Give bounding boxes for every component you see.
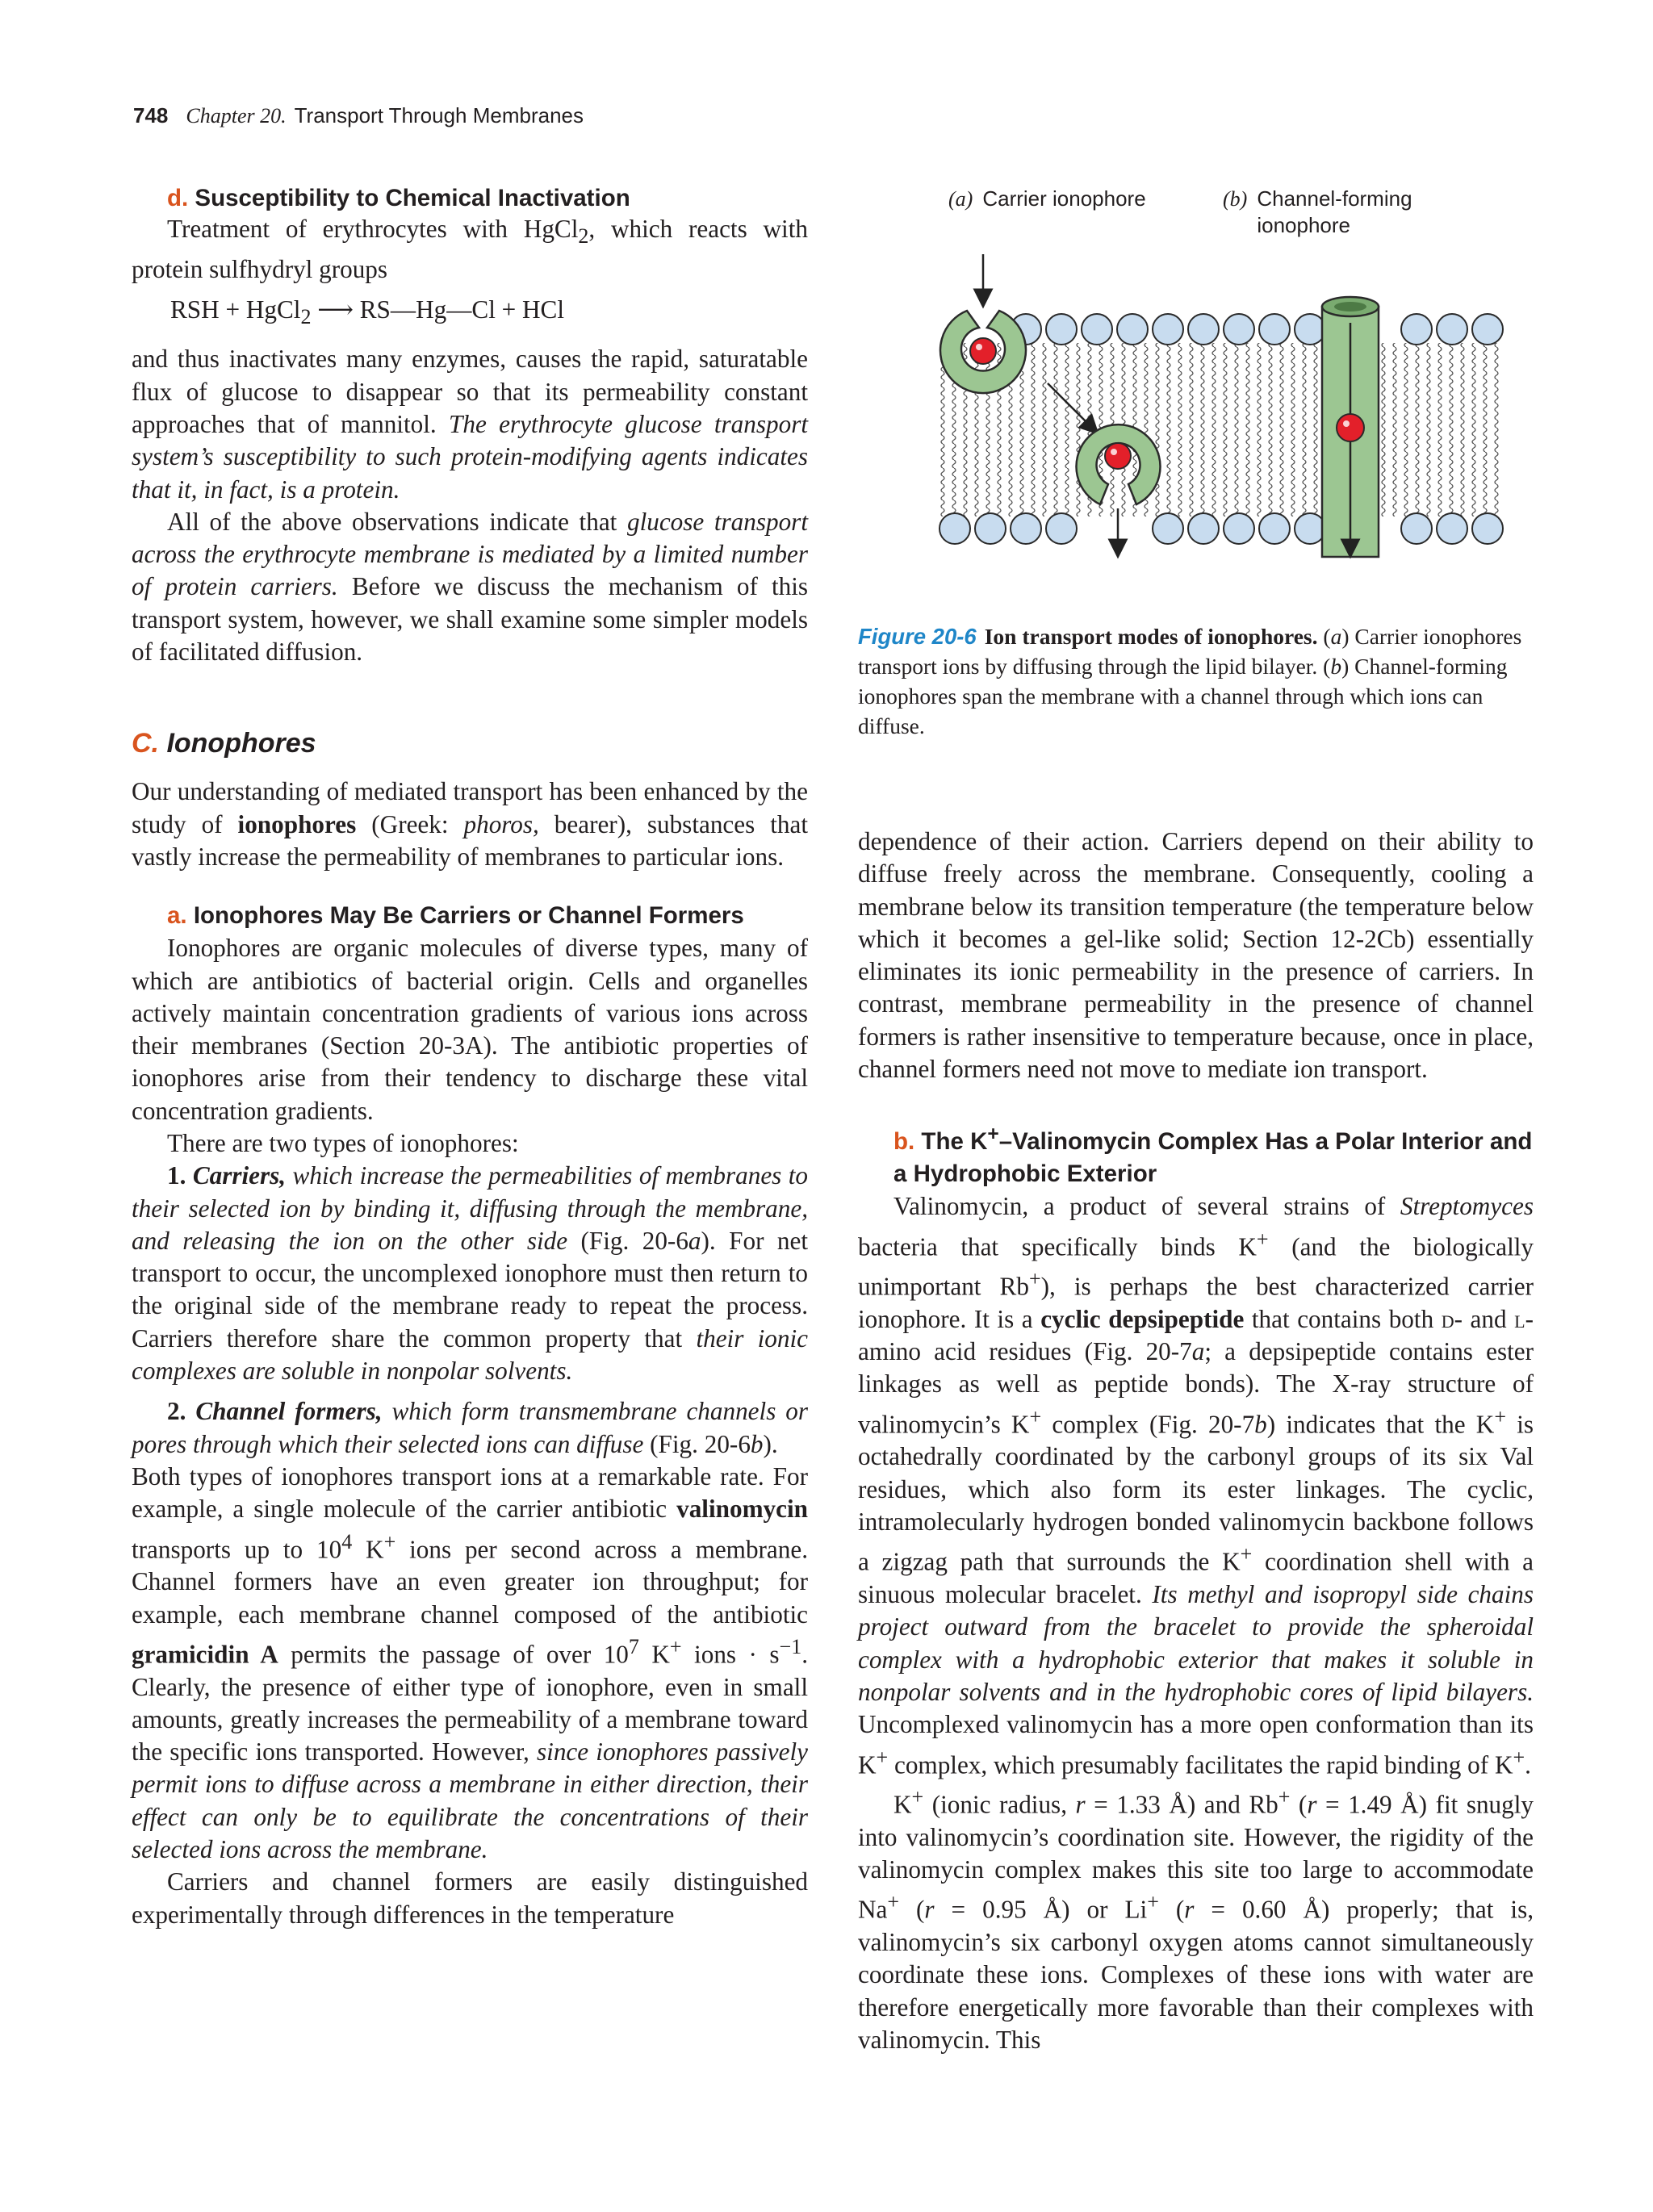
- figure-title: Ion transport modes of ionophores.: [984, 624, 1318, 649]
- lipid-head: [1472, 513, 1503, 544]
- channel-former: [1322, 297, 1379, 557]
- heading-d: [167, 182, 808, 215]
- paragraph: Ionophores are organic molecules of diverse types, many of which are antibiotics of bacterial origin. Cells and organelles actively maintain concentration gradients of various ions across their membranes (Section 20-3A). The antibiotic properties of ionophores arise from their tendency to discharge these vital concentration gradients.: [132, 934, 808, 1125]
- heading-a-letter: a.: [167, 902, 187, 930]
- left-column: [132, 182, 808, 1931]
- lipid-head: [1259, 513, 1290, 544]
- paragraph: dependence of their action. Carriers depend on their ability to diffuse freely across the membrane. Consequently, cooling a membrane below its transition temperature (the temperature below which it becomes a gel-like solid; Section 12-2Cb) essentially eliminates its ionic permeability in the presence of carriers. In contrast, membrane permeability in the presence of channel formers is rather insensitive to temperature because, once in place, channel formers need not move to mediate ion transport.: [858, 827, 1534, 1084]
- paragraph: Valinomycin, a product of several strains of Streptomyces bacteria that specifically binds K+ (and the biologically unimportant Rb+), is perhaps the best characterized carrier ionophore. It is a cyclic depsipeptide that contains both d- and l-amino acid residues (Fig. 20-7a; a depsipeptide contains ester linkages as well as peptide bonds). The X-ray structure of valinomycin’s K+ complex (Fig. 20-7b) indicates that the K+ is octahedrally coordinated by the carbonyl groups of its six Val residues, which also form its ester linkages. The cyclic, intramolecularly hydrogen bonded valinomycin backbone follows a zigzag path that surrounds the K+ coordination shell with a sinuous molecular bracelet. Its methyl and isopropyl side chains project outward from the bracelet to provide the spheroidal complex with a hydrophobic exterior that makes it soluble in nonpolar solvents and in the hydrophobic cores of lipid bilayers. Uncomplexed valinomycin has a more open conformation than its K+ complex, which presumably facilitates the rapid binding of K+.: [858, 1192, 1534, 1779]
- lipid-head: [975, 513, 1006, 544]
- figure-label-b: (b) Channel-forming ionophore: [1223, 186, 1412, 237]
- lipid-head: [1082, 314, 1112, 345]
- lipid-head: [1401, 314, 1432, 345]
- paragraph: and thus inactivates many enzymes, causes the rapid, saturatable flux of glucose to disappear so that its permeability constant approaches that of mannitol. The erythrocyte glucose transport system’s susceptibility to such protein-modifying agents indicates that it, in fact, is a protein.: [132, 345, 808, 504]
- figure-20-6: [858, 186, 1536, 759]
- paragraph: Carriers and channel formers are easily distinguished experimentally through differences in the temperature: [132, 1867, 808, 1929]
- lipid-head: [1437, 314, 1467, 345]
- running-head: [133, 102, 584, 130]
- chapter-label: Chapter 20.: [186, 104, 287, 128]
- lipid-head: [1046, 314, 1077, 345]
- heading-c-letter: C.: [132, 728, 159, 759]
- ion-top: [970, 338, 996, 364]
- heading-a: [167, 900, 808, 932]
- lipid-head: [1188, 513, 1219, 544]
- paragraph: All of the above observations indicate that glucose transport across the erythrocyte membrane is mediated by a limited number of protein carriers. Before we discuss the mechanism of this transport system, however, we shall examine some simpler models of facilitated diffusion.: [132, 507, 809, 667]
- ion-bottom: [1105, 443, 1131, 469]
- heading-c: [132, 726, 808, 760]
- list-item-channel-formers: 2. Channel formers, which form transmembrane channels or pores through which their selected ions can diffuse (Fig. 20-6b).: [132, 1397, 808, 1458]
- paragraph: Both types of ionophores transport ions at a remarkable rate. For example, a single molecule of the carrier antibiotic valinomycin transports up to $10^4$ K+ ions per second across a membrane. Channel formers have an even greater ion throughput; for example, each membrane channel composed of the antibiotic gramicidin A permits the passage of over $10^7$ K+ ions · $s^{-1}$. Clearly, the presence of either type of ionophore, even in small amounts, greatly increases the permeability of a membrane toward the specific ions transported. However, since ionophores passively permit ions to diffuse across a membrane in either direction, their effect can only be to equilibrate the concentrations of their selected ions across the membrane.: [132, 1461, 808, 1864]
- figure-caption: Figure 20-6 Ion transport modes of ionophores. (a) Carrier ionophores transport ions by diffusing through the lipid bilayer. (b) Channel-forming ionophores span the membrane with a channel through which ions can diffuse.: [858, 624, 1522, 738]
- page-number: 748: [133, 103, 169, 128]
- lipid-head: [1295, 513, 1325, 544]
- lipid-head: [1259, 314, 1290, 345]
- reaction-arrow: ⟶: [317, 295, 354, 324]
- lipid-heads-bottom: [939, 513, 1503, 544]
- lipid-head: [1011, 513, 1041, 544]
- lipid-head: [1401, 513, 1432, 544]
- lipid-head: [1046, 513, 1077, 544]
- heading-d-letter: d.: [167, 185, 189, 211]
- heading-a-text: Ionophores May Be Carriers or Channel Formers: [193, 902, 744, 930]
- lipid-head: [1224, 513, 1254, 544]
- lipid-head: [1224, 314, 1254, 345]
- heading-c-text: Ionophores: [166, 728, 316, 759]
- lipid-head: [1437, 513, 1467, 544]
- ionophore-diagram: [858, 250, 1536, 589]
- heading-b-letter: b.: [893, 1128, 915, 1156]
- figure-number: Figure 20-6: [858, 624, 977, 649]
- lipid-head: [1153, 513, 1183, 544]
- heading-d-text: Susceptibility to Chemical Inactivation: [195, 185, 630, 211]
- lipid-head: [1153, 314, 1183, 345]
- equation: RSH + HgCl$_2$ ⟶ RS—Hg—Cl + HCl: [170, 295, 565, 329]
- lipid-head: [1295, 314, 1325, 345]
- lipid-head: [1188, 314, 1219, 345]
- right-column: [858, 826, 1534, 2056]
- figure-label-a: (a) Carrier ionophore: [948, 186, 1146, 211]
- ion-channel: [1337, 414, 1364, 441]
- paragraph: Treatment of erythrocytes with HgCl$_2$, which reacts with protein sulfhydryl groups: [132, 215, 808, 283]
- paragraph: K+ (ionic radius, r = 1.33 Å) and Rb+ (r = 1.49 Å) fit snugly into valinomycin’s coordination site. However, the rigidity of the valinomycin complex makes this site too large to accommodate Na+ (r = 0.95 Å) or Li+ (r = 0.60 Å) properly; that is, valinomycin’s six carbonyl oxygen atoms cannot simultaneously coordinate these ions. Complexes of these ions with water are therefore energetically more favorable than their complexes with valinomycin. This: [858, 1785, 1534, 2055]
- chapter-title: Transport Through Membranes: [294, 103, 584, 128]
- lipid-head: [1472, 314, 1503, 345]
- list-item-carriers: 1. Carriers, which increase the permeabilities of membranes to their selected ion by binding it, diffusing through the membrane, and releasing the ion on the other side (Fig. 20-6a). For net transport to occur, the uncomplexed ionophore must then return to the original side of the membrane ready to repeat the process. Carriers therefore share the common property that their ionic complexes are soluble in nonpolar solvents.: [132, 1161, 809, 1386]
- heading-b: b. The K+–Valinomycin Complex Has a Polar Interior and a Hydrophobic Exterior: [893, 1123, 1533, 1188]
- lipid-heads-top: [1011, 314, 1503, 345]
- lipid-tails: [939, 343, 1504, 516]
- paragraph: Our understanding of mediated transport has been enhanced by the study of ionophores (Greek: phoros, bearer), substances that vastly increase the permeability of membranes to particular ions.: [132, 777, 808, 871]
- paragraph: There are two types of ionophores:: [167, 1129, 519, 1157]
- lipid-head: [939, 513, 970, 544]
- lipid-head: [1117, 314, 1148, 345]
